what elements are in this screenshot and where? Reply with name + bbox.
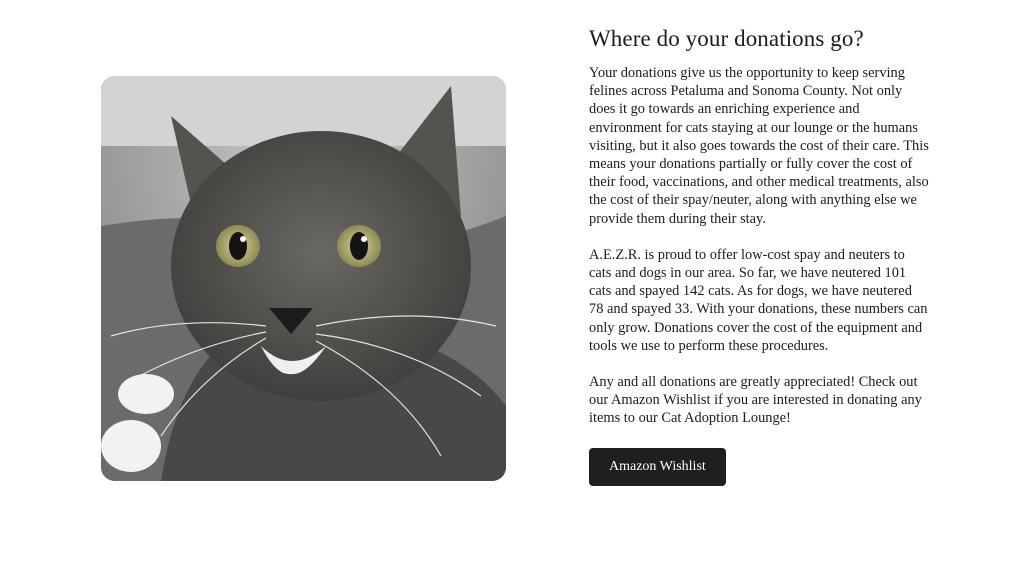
paragraph-appreciation: Any and all donations are greatly appreciated! Check out our Amazon Wishlist if you are interested in donating any items to our Cat Adoption Lounge! — [589, 374, 922, 427]
cat-photo — [101, 76, 506, 481]
paragraph-spay-neuter: A.E.Z.R. is proud to offer low-cost spay and neuters to cats and dogs in our area. So far, we have neutered 101 cats and spayed 142 cats. As for dogs, we have neutered 78 and spayed 33. With your donations, these numbers can only grow. Donations cover the cost of the equipment and tools we use to perform these procedures. — [589, 246, 928, 354]
amazon-wishlist-button[interactable]: Amazon Wishlist — [589, 448, 726, 486]
donations-section — [589, 26, 929, 486]
section-heading: Where do your donations go? — [589, 26, 864, 51]
paragraph-donations-use: Your donations give us the opportunity to keep serving felines across Petaluma and Sonoma County. Not only does it go towards an enriching experience and environment for cats staying at our lounge or the humans visiting, but it also goes towards the cost of their care. This means your donations partially or fully cover the cost of their food, vaccinations, and other medical treatments, also the cost of their spay/neuter, along with anything else we provide them during their stay. — [589, 65, 929, 227]
